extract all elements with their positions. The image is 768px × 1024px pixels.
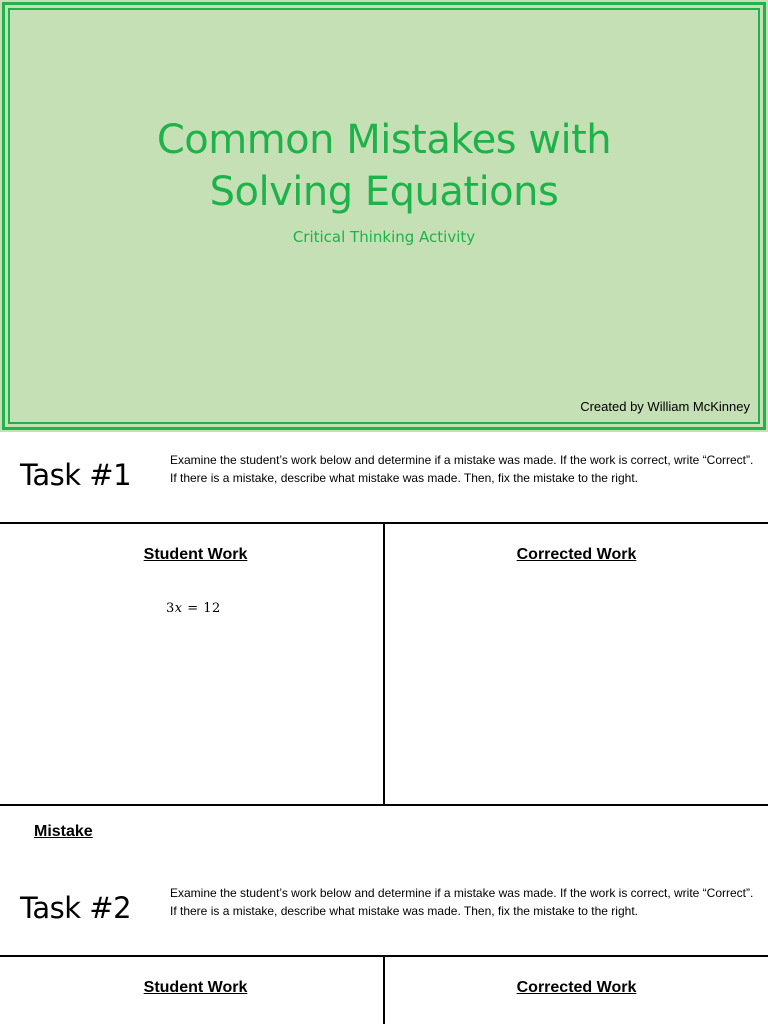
task-1-column-divider	[383, 522, 385, 806]
task-2-header	[0, 865, 768, 955]
task-1-equation	[166, 601, 221, 616]
task-1-mistake-label: Mistake	[34, 823, 93, 840]
task-2-number: Task #2	[20, 891, 132, 925]
task-1-number: Task #1	[20, 458, 132, 492]
title-slide	[0, 0, 768, 432]
task-1-corrected-work-heading: Corrected Work	[516, 546, 637, 563]
author-credit: Created by William McKinney	[580, 399, 750, 414]
task-2-corrected-work-heading: Corrected Work	[516, 979, 637, 996]
equation-coefficient: 3	[166, 601, 175, 616]
subtitle: Critical Thinking Activity	[292, 228, 476, 246]
equation-variable: x	[174, 601, 183, 616]
main-title-line-2: Solving Equations	[209, 169, 559, 215]
task-2-instructions: Examine the student’s work below and determine if a mistake was made. If the work is correct, write “Correct”. If there is a mistake, describe what mistake was made. Then, fix the mistake to the right.	[170, 886, 754, 918]
task-1-student-work-heading: Student Work	[143, 546, 248, 563]
task-1-instructions: Examine the student’s work below and determine if a mistake was made. If the work is correct, write “Correct”. If there is a mistake, describe what mistake was made. Then, fix the mistake to the right.	[170, 453, 754, 485]
main-title	[0, 114, 768, 218]
equation-rest: = 12	[182, 601, 221, 616]
task-1-bottom-divider	[0, 804, 768, 806]
task-1-header	[0, 432, 768, 522]
main-title-line-1: Common Mistakes with	[156, 117, 612, 163]
task-2-student-work-heading: Student Work	[143, 979, 248, 996]
